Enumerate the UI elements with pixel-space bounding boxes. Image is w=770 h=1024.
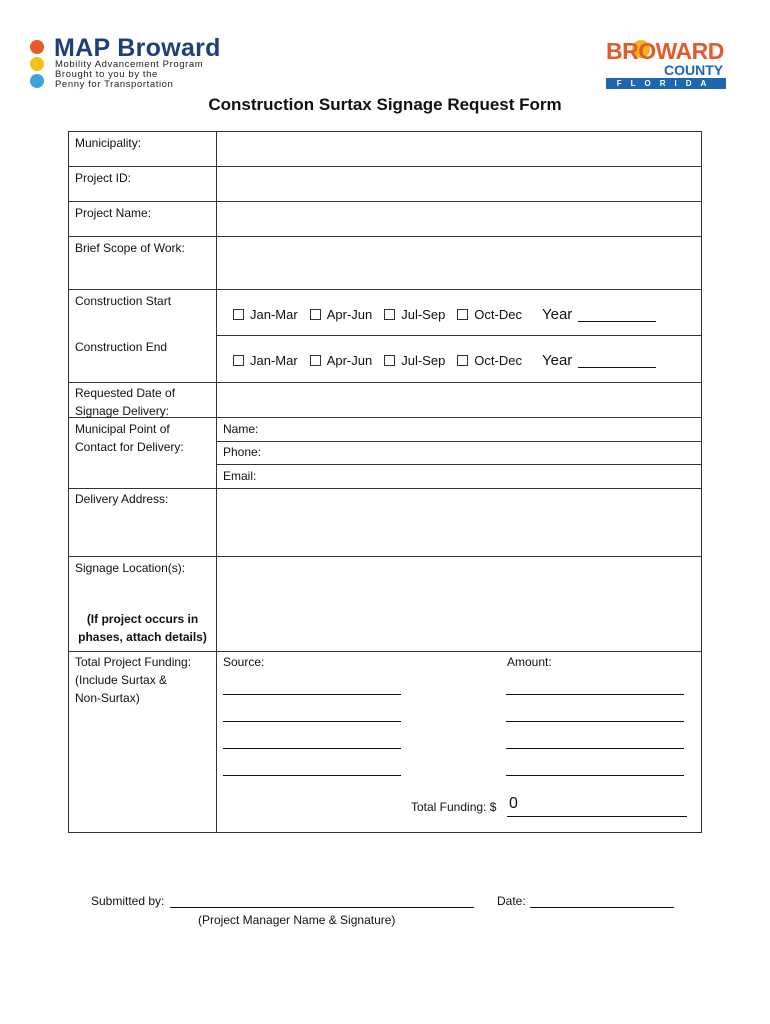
delivery-date-field[interactable] — [223, 386, 693, 412]
delivery-address-label: Delivery Address: — [75, 492, 169, 506]
delivery-date-label: Requested Date of Signage Delivery: — [75, 386, 176, 418]
project-name-label: Project Name: — [75, 206, 152, 220]
project-id-label: Project ID: — [75, 171, 132, 185]
checkbox[interactable] — [457, 355, 468, 366]
municipality-field[interactable] — [223, 140, 693, 162]
contact-email-label: Email: — [223, 469, 257, 483]
amount-line-3[interactable] — [506, 748, 684, 749]
traffic-light-icon — [26, 38, 48, 90]
date-field[interactable] — [530, 893, 674, 908]
phases-note: (If project occurs in phases, attach details) — [78, 612, 207, 644]
amount-line-2[interactable] — [506, 721, 684, 722]
form-title: Construction Surtax Signage Request Form — [208, 95, 562, 114]
year-field[interactable] — [578, 307, 656, 322]
signage-location-label: Signage Location(s): — [75, 561, 186, 575]
contact-phone-label: Phone: — [223, 445, 262, 459]
delivery-address-field[interactable] — [223, 494, 693, 550]
checkbox[interactable] — [384, 355, 395, 366]
project-name-field[interactable] — [223, 207, 693, 231]
checkbox[interactable] — [384, 309, 395, 320]
construction-start-quarters: Jan-Mar Apr-Jun Jul-Sep Oct-Dec Year — [233, 306, 656, 323]
checkbox[interactable] — [233, 309, 244, 320]
amount-label: Amount: — [507, 655, 552, 669]
submitted-by-label: Submitted by: — [91, 894, 165, 908]
construction-end-quarters: Jan-Mar Apr-Jun Jul-Sep Oct-Dec Year — [233, 352, 656, 369]
source-line-4[interactable] — [223, 775, 401, 776]
map-broward-logo-subtitle: Mobility Advancement Program Brought to you by the Penny for Transportation — [55, 59, 204, 90]
broward-county-logo: BROWARD COUNTY FLORIDA — [606, 38, 726, 90]
date-label: Date: — [497, 894, 526, 908]
funding-label: Total Project Funding: (Include Surtax & Non-Surtax) — [75, 655, 192, 705]
checkbox[interactable] — [310, 355, 321, 366]
total-funding-field[interactable]: 0 — [507, 799, 687, 817]
amount-line-4[interactable] — [506, 775, 684, 776]
contact-name-label: Name: — [223, 422, 259, 436]
total-funding-label: Total Funding: $ — [411, 800, 497, 814]
signage-location-field[interactable] — [223, 562, 693, 646]
scope-field[interactable] — [223, 242, 693, 282]
source-label: Source: — [223, 655, 265, 669]
construction-start-label: Construction Start — [75, 294, 172, 308]
checkbox[interactable] — [457, 309, 468, 320]
year-field[interactable] — [578, 353, 656, 368]
submitted-by-field[interactable] — [170, 893, 474, 908]
amount-line-1[interactable] — [506, 694, 684, 695]
project-id-field[interactable] — [223, 172, 693, 196]
checkbox[interactable] — [310, 309, 321, 320]
contact-label: Municipal Point of Contact for Delivery: — [75, 422, 184, 454]
map-broward-logo-title: MAP Broward — [54, 34, 221, 62]
submitted-by-note: (Project Manager Name & Signature) — [198, 913, 396, 927]
scope-label: Brief Scope of Work: — [75, 241, 185, 255]
source-line-1[interactable] — [223, 694, 401, 695]
source-line-2[interactable] — [223, 721, 401, 722]
year-label: Year — [541, 352, 573, 369]
year-label: Year — [541, 306, 573, 323]
source-line-3[interactable] — [223, 748, 401, 749]
construction-end-label: Construction End — [75, 340, 168, 354]
request-form-table — [68, 131, 702, 833]
checkbox[interactable] — [233, 355, 244, 366]
municipality-label: Municipality: — [75, 136, 142, 150]
